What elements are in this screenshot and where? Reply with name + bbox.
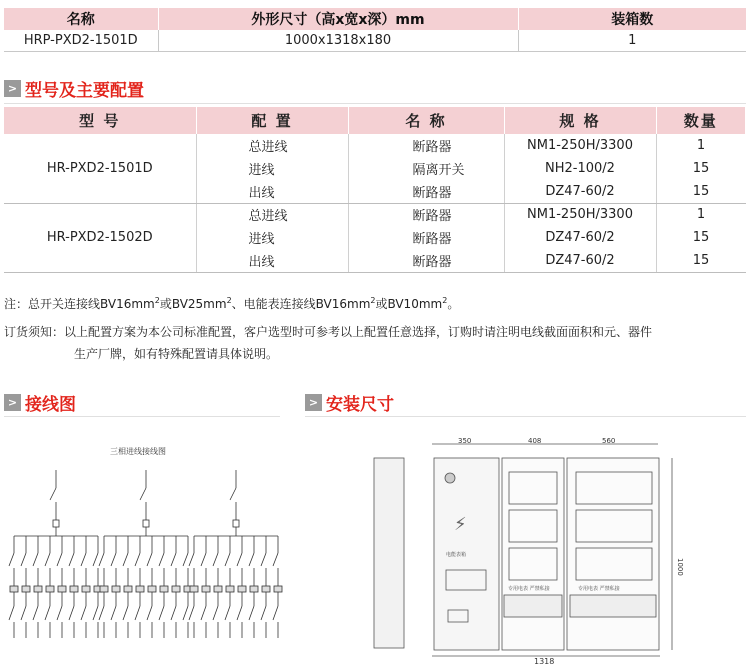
wiring-circuits: [9, 470, 282, 638]
item-name-cell: 断路器: [348, 226, 504, 249]
spec-cell: DZ47-60/2: [504, 226, 656, 249]
kwh-meter: [226, 586, 234, 592]
output-switch: [33, 606, 38, 620]
header-pack-count: 装箱数: [518, 8, 746, 30]
main-switch: [50, 488, 56, 500]
output-switch: [135, 606, 140, 620]
output-switch: [225, 606, 230, 620]
output-switch: [45, 606, 50, 620]
item-name-cell: 断路器: [348, 180, 504, 203]
branch-switch: [147, 553, 152, 566]
branch-switch: [171, 553, 176, 566]
spec-cell: NH2-100/2: [504, 157, 656, 180]
kwh-meter: [100, 586, 108, 592]
order-notice-line1: 订货须知：以上配置方案为本公司标准配置，客户选型时可参考以上配置任意选择，订购时请注明电线截面面积和元、器件: [4, 325, 653, 339]
branch-switch: [33, 553, 38, 566]
note-part: 。: [447, 297, 460, 311]
output-switch: [159, 606, 164, 620]
panel-label: 专用电表 严禁私接: [508, 586, 550, 592]
quantity-cell: 15: [656, 249, 746, 272]
note-superscript: 2: [442, 296, 448, 305]
output-switch: [9, 606, 14, 620]
branch-switch: [225, 553, 230, 566]
quantity-cell: 1: [696, 207, 706, 223]
output-switch: [81, 606, 86, 620]
dim-w1: 408: [528, 437, 542, 445]
note-part: 或BV10mm: [375, 297, 443, 311]
kwh-meter: [250, 586, 258, 592]
output-switch: [237, 606, 242, 620]
quantity-cell: 15: [692, 230, 710, 245]
side-view: [374, 458, 404, 648]
branch-switch: [81, 553, 86, 566]
item-name-cell: 隔离开关: [348, 157, 504, 180]
header-model: 型 号: [4, 107, 196, 134]
dim-depth: 350: [458, 437, 472, 445]
kwh-meter: [46, 586, 54, 592]
table-row: [4, 203, 746, 226]
section-header-install: [305, 390, 394, 415]
spec-cell: NM1-250H/3300: [504, 203, 656, 226]
item-name-cell: 断路器: [348, 203, 504, 226]
spec-cell: DZ47-60/2: [504, 249, 656, 272]
meter-symbol: [143, 520, 149, 527]
output-switch: [183, 606, 188, 620]
branch-switch: [69, 553, 74, 566]
note-superscript: 2: [154, 296, 160, 305]
output-switch: [201, 606, 206, 620]
kwh-meter: [112, 586, 120, 592]
branch-switch: [189, 553, 194, 566]
front-panel-middle: [502, 458, 564, 650]
meter-symbol: [53, 520, 59, 527]
summary-pack-count: 1: [518, 30, 746, 51]
kwh-meter: [274, 586, 282, 592]
quantity-cell: 15: [692, 161, 710, 176]
kwh-meter: [82, 586, 90, 592]
branch-switch: [57, 553, 62, 566]
kwh-meter: [70, 586, 78, 592]
config-cell: 总进线: [196, 134, 348, 157]
branch-switch: [249, 553, 254, 566]
header-dimensions: 外形尺寸（高x宽x深）mm: [158, 8, 518, 30]
branch-switch: [159, 553, 164, 566]
output-switch: [171, 606, 176, 620]
header-name: 名称: [4, 8, 158, 30]
output-switch: [189, 606, 194, 620]
config-cell: 进线: [196, 226, 348, 249]
wiring-diagram: [4, 428, 284, 664]
kwh-meter: [202, 586, 210, 592]
arrow-icon: >: [4, 80, 21, 97]
logo-icon: [445, 473, 455, 483]
kwh-meter: [10, 586, 18, 592]
kwh-meter: [124, 586, 132, 592]
config-header-row: [4, 107, 746, 134]
kwh-meter: [34, 586, 42, 592]
kwh-meter: [136, 586, 144, 592]
branch-switch: [99, 553, 104, 566]
summary-row: [4, 30, 746, 51]
note-part: 或BV25mm: [159, 297, 227, 311]
header-item-name: 名 称: [348, 107, 504, 134]
dim-w2: 560: [602, 437, 616, 445]
branch-switch: [183, 553, 188, 566]
kwh-meter: [58, 586, 66, 592]
output-switch: [111, 606, 116, 620]
lightning-icon: ⚡: [454, 514, 467, 535]
header-quantity: 数量: [656, 107, 746, 134]
output-switch: [57, 606, 62, 620]
branch-switch: [273, 553, 278, 566]
note-superscript: 2: [370, 296, 376, 305]
branch-switch: [261, 553, 266, 566]
front-panel-left: [434, 458, 499, 650]
kwh-meter: [22, 586, 30, 592]
config-cell: 总进线: [196, 203, 348, 226]
section-title-wiring: 接线图: [25, 395, 76, 415]
item-name-cell: 断路器: [348, 134, 504, 157]
kwh-meter: [238, 586, 246, 592]
output-switch: [273, 606, 278, 620]
section-header-config: [4, 76, 144, 101]
section-header-wiring: [4, 390, 76, 415]
divider: [305, 416, 746, 417]
dim-total: 1318: [534, 657, 555, 666]
output-switch: [21, 606, 26, 620]
divider: [4, 416, 280, 417]
model-cell: HR-PXD2-1502D: [4, 203, 196, 272]
spec-cell: NM1-250H/3300: [504, 134, 656, 157]
model-cell: HR-PXD2-1501D: [4, 134, 196, 203]
breaker-row: [504, 595, 562, 617]
output-switch: [99, 606, 104, 620]
branch-switch: [237, 553, 242, 566]
kwh-meter: [148, 586, 156, 592]
header-config: 配 置: [196, 107, 348, 134]
branch-switch: [21, 553, 26, 566]
summary-dimensions: 1000x1318x180: [158, 30, 518, 51]
panel-label: 专用电表 严禁私接: [578, 586, 620, 592]
output-switch: [261, 606, 266, 620]
branch-switch: [9, 553, 14, 566]
main-switch: [140, 488, 146, 500]
quantity-cell: 1: [696, 138, 706, 153]
branch-switch: [213, 553, 218, 566]
kwh-meter: [190, 586, 198, 592]
summary-model: HRP-PXD2-1501D: [4, 30, 158, 51]
note-part: 、电能表连接线BV16mm: [231, 297, 371, 311]
config-cell: 进线: [196, 157, 348, 180]
summary-header-row: [4, 8, 746, 30]
output-switch: [213, 606, 218, 620]
branch-switch: [135, 553, 140, 566]
breaker-row: [570, 595, 656, 617]
dim-height: 1000: [676, 558, 684, 576]
config-cell: 出线: [196, 249, 348, 272]
kwh-meter: [160, 586, 168, 592]
install-diagram: [362, 430, 742, 666]
quantity-cell: 15: [656, 180, 746, 203]
note-part: 注：总开关连接线BV16mm: [4, 297, 155, 311]
branch-switch: [45, 553, 50, 566]
wiring-note: [4, 295, 459, 312]
divider: [4, 103, 746, 104]
output-switch: [93, 606, 98, 620]
output-switch: [123, 606, 128, 620]
summary-table: [4, 8, 746, 52]
output-switch: [69, 606, 74, 620]
header-spec: 规 格: [504, 107, 656, 134]
section-title-config: 型号及主要配置: [25, 81, 144, 101]
table-row: [4, 134, 746, 157]
branch-switch: [93, 553, 98, 566]
order-notice-line2: 生产厂牌，如有特殊配置请具体说明。: [74, 347, 279, 361]
arrow-icon: >: [305, 394, 322, 411]
kwh-meter: [172, 586, 180, 592]
main-switch: [230, 488, 236, 500]
output-switch: [147, 606, 152, 620]
item-name-cell: 断路器: [348, 249, 504, 272]
wiring-caption: 三相进线接线图: [110, 447, 166, 456]
config-table: [4, 107, 746, 273]
section-title-install: 安装尺寸: [326, 395, 394, 415]
spec-cell: DZ47-60/2: [504, 180, 656, 203]
branch-switch: [111, 553, 116, 566]
panel-label: 电能表箱: [446, 552, 467, 558]
config-cell: 出线: [196, 180, 348, 203]
output-switch: [249, 606, 254, 620]
front-panel-right: [567, 458, 659, 650]
branch-switch: [123, 553, 128, 566]
branch-switch: [201, 553, 206, 566]
kwh-meter: [214, 586, 222, 592]
note-superscript: 2: [226, 296, 232, 305]
meter-symbol: [233, 520, 239, 527]
arrow-icon: >: [4, 394, 21, 411]
kwh-meter: [262, 586, 270, 592]
